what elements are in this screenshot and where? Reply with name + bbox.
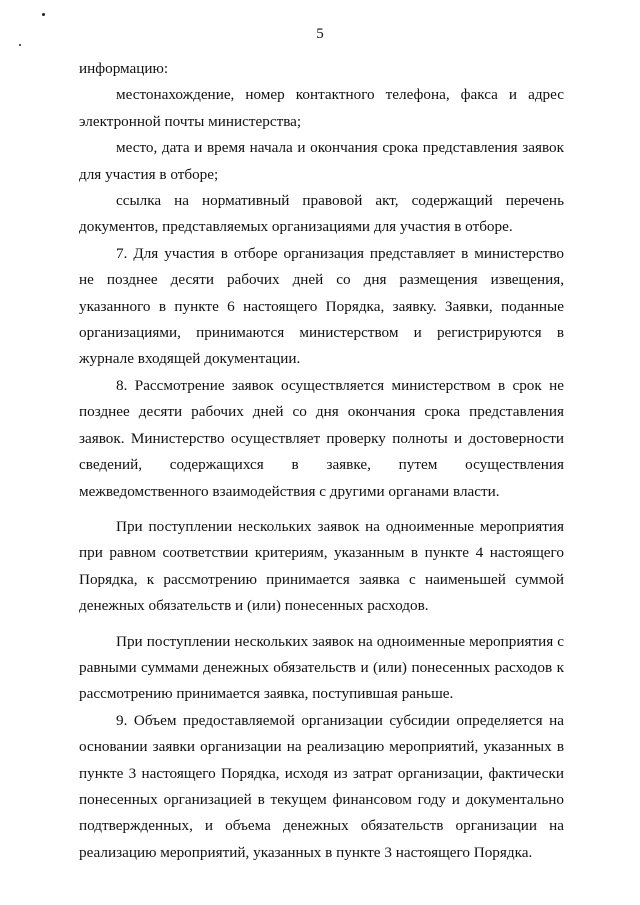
- paragraph-location-contacts: местонахождение, номер контактного телефона, факса и адрес электронной почты министерства;: [79, 86, 564, 130]
- paragraph-item-8: 8. Рассмотрение заявок осуществляется министерством в срок не позднее десяти рабочих дней со дня окончания срока представления заявок. Министерство осуществляет проверку полноты и достоверности сведений, содержащихся в заявке, путем осуществления межведомственного взаимодействия с другими органами власти.: [79, 376, 564, 500]
- document-body: [79, 56, 564, 866]
- paragraph-item-7: 7. Для участия в отборе организация представляет в министерство не позднее десяти рабочих дней со дня размещения извещения, указанного в пункте 6 настоящего Порядка, заявку. Заявки, поданные организациями, принимаются министерством и регистрируются в журнале входящей документации.: [79, 244, 564, 368]
- paragraph-equal-sums: При поступлении нескольких заявок на одноименные мероприятия с равными суммами денежных обязательств и (или) понесенных расходов к рассмотрению принимается заявка, поступившая раньше.: [79, 632, 564, 703]
- page-number: 5: [316, 26, 324, 42]
- paragraph-legal-act-link: ссылка на нормативный правовой акт, содержащий перечень документов, представляемых организациями для участия в отборе.: [79, 192, 564, 236]
- paragraph-equal-criteria: При поступлении нескольких заявок на одноименные мероприятия при равном соответствии критериям, указанным в пункте 4 настоящего Порядка, к рассмотрению принимается заявка с наименьшей суммой денежных обязательств и (или) понесенных расходов.: [79, 517, 564, 615]
- paragraph-application-dates: место, дата и время начала и окончания срока представления заявок для участия в отборе;: [79, 139, 564, 183]
- paragraph-continuation: информацию:: [79, 60, 169, 77]
- scan-speck: [42, 13, 45, 16]
- paragraph-item-9: 9. Объем предоставляемой организации субсидии определяется на основании заявки организации на реализацию мероприятий, указанных в пункте 3 настоящего Порядка, исходя из затрат организации, фактически понесенных организацией в текущем финансовом году и документально подтвержденных, и объема денежных обязательств организации на реализацию мероприятий, указанных в пункте 3 настоящего Порядка.: [79, 711, 564, 861]
- scan-speck: [19, 44, 21, 46]
